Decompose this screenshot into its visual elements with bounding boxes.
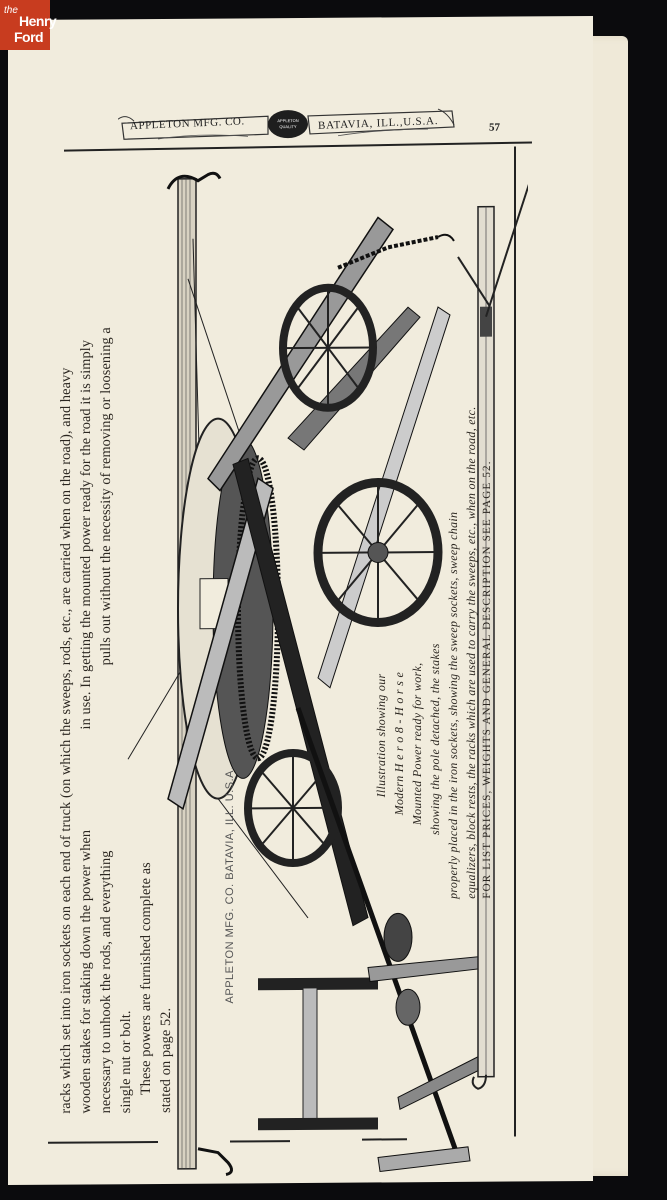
catalog-page <box>8 13 593 1185</box>
body-text-line: stated on page 52. <box>158 1007 174 1113</box>
caption-line: Mounted Power ready for work, <box>410 662 424 826</box>
caption-line: Modern H e r o 8 - H o r s e <box>392 671 406 816</box>
body-text-line: in use. In getting the mounted power ready for the road it is simply <box>78 339 94 730</box>
caption-line: Illustration showing our <box>374 673 388 798</box>
caption-line: equalizers, block rests, the racks which are used to carry the sweeps, etc., when on the road, etc. <box>464 406 478 899</box>
banner-company-name: APPLETON MFG. CO. <box>129 115 245 133</box>
svg-text:QUALITY: QUALITY <box>279 124 297 130</box>
body-text-line: These powers are furnished complete as <box>138 862 154 1096</box>
pole-label: APPLETON MFG. CO. BATAVIA, ILL. U.S.A. <box>224 766 236 1004</box>
logo-henry: Henry <box>19 13 57 29</box>
page-number: 57 <box>489 121 500 134</box>
header-banner <box>118 107 458 139</box>
body-text-line: pulls out without the necessity of removing or loosening a <box>98 327 114 666</box>
body-text-line: necessary to unhook the rods, and everything <box>98 850 114 1114</box>
logo-ford: Ford <box>14 29 44 45</box>
svg-text:APPLETON: APPLETON <box>277 118 299 124</box>
logo-the: the <box>4 5 18 16</box>
caption-line: properly placed in the iron sockets, showing the sweep sockets, sweep chain <box>446 511 460 899</box>
caption-line: showing the pole detached, the stakes <box>428 643 442 836</box>
henry-ford-watermark-logo <box>0 0 57 50</box>
body-text-line: racks which set into iron sockets on each end of truck (on which the sweeps, rods, etc., are carried when on the road), and heavy <box>58 367 74 1114</box>
wheel-top <box>283 287 373 408</box>
banner-location: BATAVIA, ILL.,U.S.A. <box>317 114 439 132</box>
body-text-line: wooden stakes for staking down the power when <box>78 829 94 1114</box>
wheel-bottom <box>248 753 338 864</box>
body-text-line: single nut or bolt. <box>118 1010 134 1114</box>
wheel-middle <box>318 482 438 623</box>
caption-footer: FOR LIST PRICES, WEIGHTS AND GENERAL DESCRIPTION SEE PAGE 52. <box>481 460 493 899</box>
